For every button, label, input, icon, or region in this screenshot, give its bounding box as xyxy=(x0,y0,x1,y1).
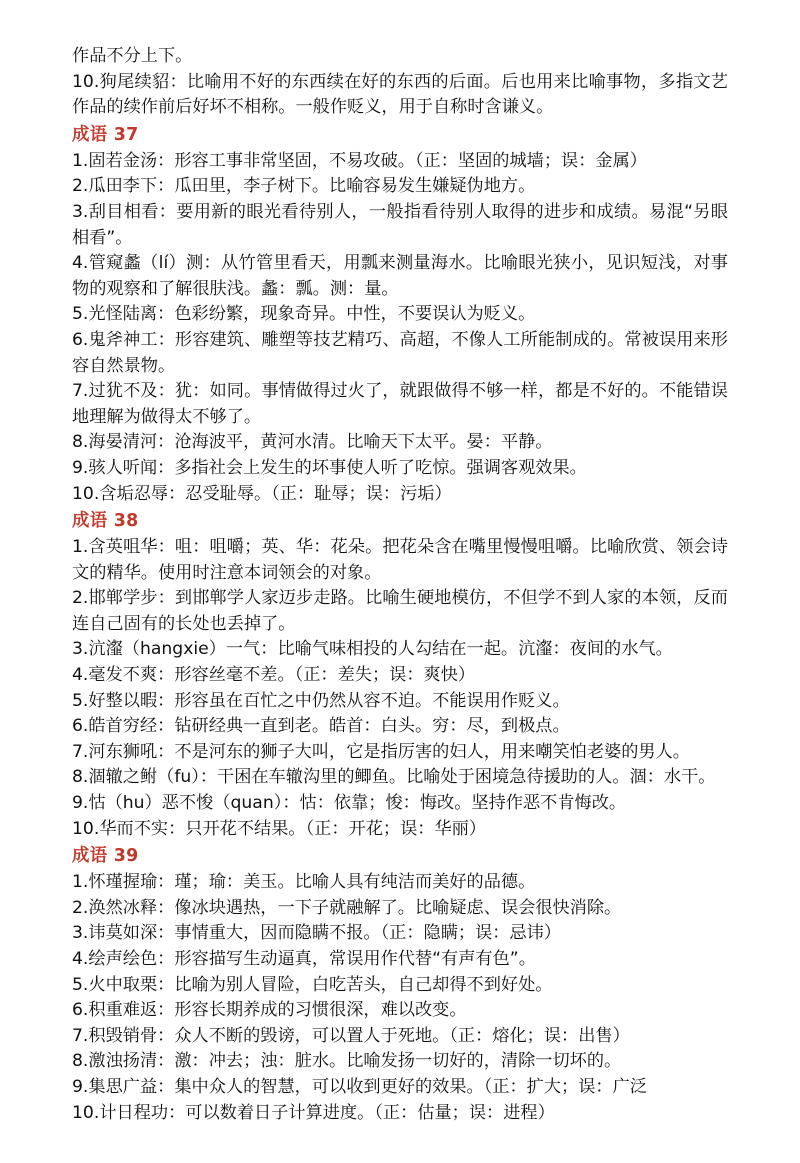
idiom-entry: 9.集思广益：集中众人的智慧，可以收到更好的效果。（正：扩大；误：广泛 xyxy=(72,1076,647,1097)
idiom-entry: 7.积毁销骨：众人不断的毁谤，可以置人于死地。（正：熔化；误：出售） xyxy=(72,1025,630,1046)
idiom-entry: 4.管窥蠡（lí）测：从竹管里看天，用瓢来测量海水。比喻眼光狭小，见识短浅，对事物的观察和了解很肤浅。蠡：瓢。测：量。 xyxy=(72,253,728,299)
idiom-entry: 5.光怪陆离：色彩纷繁，现象奇异。中性，不要误认为贬义。 xyxy=(72,304,536,325)
idiom-entry: 2.瓜田李下：瓜田里，李子树下。比喻容易发生嫌疑伪地方。 xyxy=(72,176,536,197)
idiom-entry: 9.骇人听闻：多指社会上发生的坏事使人听了吃惊。强调客观效果。 xyxy=(72,457,587,478)
idiom-entry: 3.刮目相看：要用新的眼光看待别人，一般指看待别人取得的进步和成绩。易混“另眼相看”。 xyxy=(72,201,728,248)
idiom-entry: 10.计日程功：可以数着日子计算进度。（正：估量；误：进程） xyxy=(72,1102,555,1123)
idiom-entry: 5.火中取栗：比喻为别人冒险，白吃苦头，自己却得不到好处。 xyxy=(72,974,553,995)
idiom-entry: 6.积重难返：形容长期养成的习惯很深，难以改变。 xyxy=(72,1000,467,1021)
idiom-entry: 4.绘声绘色：形容描写生动逼真，常误用作代替“有声有色”。 xyxy=(72,949,536,969)
idiom-entry: 6.皓首穷经：钻研经典一直到老。皓首：白头。穷：尽，到极点。 xyxy=(72,716,570,737)
idiom-entry: 2.邯郸学步：到邯郸学人家迈步走路。比喻生硬地模仿，不但学不到人家的本领，反而连自己固有的长处也丢掉了。 xyxy=(72,588,728,634)
idiom-entry: 6.鬼斧神工：形容建筑、雕塑等技艺精巧、高超，不像人工所能制成的。常被误用来形容自然景物。 xyxy=(72,329,728,376)
document-body xyxy=(72,44,728,1126)
idiom-entry: 10.华而不实：只开花不结果。（正：开花；误：华丽） xyxy=(72,818,487,839)
idiom-entry: 10.含垢忍辱：忍受耻辱。（正：耻辱；误：污垢） xyxy=(72,483,452,504)
idiom-entry: 4.毫发不爽：形容丝毫不差。（正：差失；误：爽快） xyxy=(72,665,476,686)
idiom-entry: 1.怀瑾握瑜：瑾；瑜：美玉。比喻人具有纯洁而美好的品德。 xyxy=(72,872,536,893)
idiom-entry: 8.激浊扬清：激：冲去；浊：脏水。比喻发扬一切好的，清除一切坏的。 xyxy=(72,1051,622,1072)
idiom-entry: 1.含英咀华：咀：咀嚼；英、华：花朵。把花朵含在嘴里慢慢咀嚼。比喻欣赏、领会诗文的精华。使用时注意本词领会的对象。 xyxy=(72,537,728,583)
idiom-entry: 8.海晏清河：沧海波平，黄河水清。比喻天下太平。晏：平静。 xyxy=(72,432,553,453)
idiom-entry: 3.讳莫如深：事情重大，因而隐瞒不报。（正：隐瞒；误：忌讳） xyxy=(72,923,562,944)
idiom-entry: 8.涸辙之鲋（fu）：干困在车辙沟里的鲫鱼。比喻处于困境急待援助的人。涸：水干。 xyxy=(72,767,716,788)
idiom-entry: 9.怙（hu）恶不悛（quan）：怙：依靠；悛：悔改。坚持作恶不肯悔改。 xyxy=(72,793,627,814)
idiom-entry: 7.河东狮吼：不是河东的狮子大叫，它是指厉害的妇人，用来嘲笑怕老婆的男人。 xyxy=(72,741,690,762)
idiom-entry: 2.涣然冰释：像冰块遇热，一下子就融解了。比喻疑虑、误会很快消除。 xyxy=(72,897,622,918)
continued-paragraph: 作品不分上下。 xyxy=(72,46,193,66)
idiom-entry: 5.好整以暇：形容虽在百忙之中仍然从容不迫。不能误用作贬义。 xyxy=(72,690,570,711)
idiom-entry: 1.固若金汤：形容工事非常坚固，不易攻破。（正：坚固的城墙；误：金属） xyxy=(72,150,647,171)
section-heading-37: 成语 37 xyxy=(72,124,139,145)
idiom-entry: 3.沆瀣（hangxie）一气：比喻气味相投的人勾结在一起。沆瀣：夜间的水气。 xyxy=(72,639,673,660)
idiom-entry: 10.狗尾续貂：比喻用不好的东西续在好的东西的后面。后也用来比喻事物，多指文艺作品的续作前后好坏不相称。一般作贬义，用于自称时含谦义。 xyxy=(72,71,728,118)
section-heading-38: 成语 38 xyxy=(72,511,139,532)
idiom-entry: 7.过犹不及：犹：如同。事情做得过火了，就跟做得不够一样，都是不好的。不能错误地理解为做得太不够了。 xyxy=(72,381,728,427)
section-heading-39: 成语 39 xyxy=(72,846,139,867)
